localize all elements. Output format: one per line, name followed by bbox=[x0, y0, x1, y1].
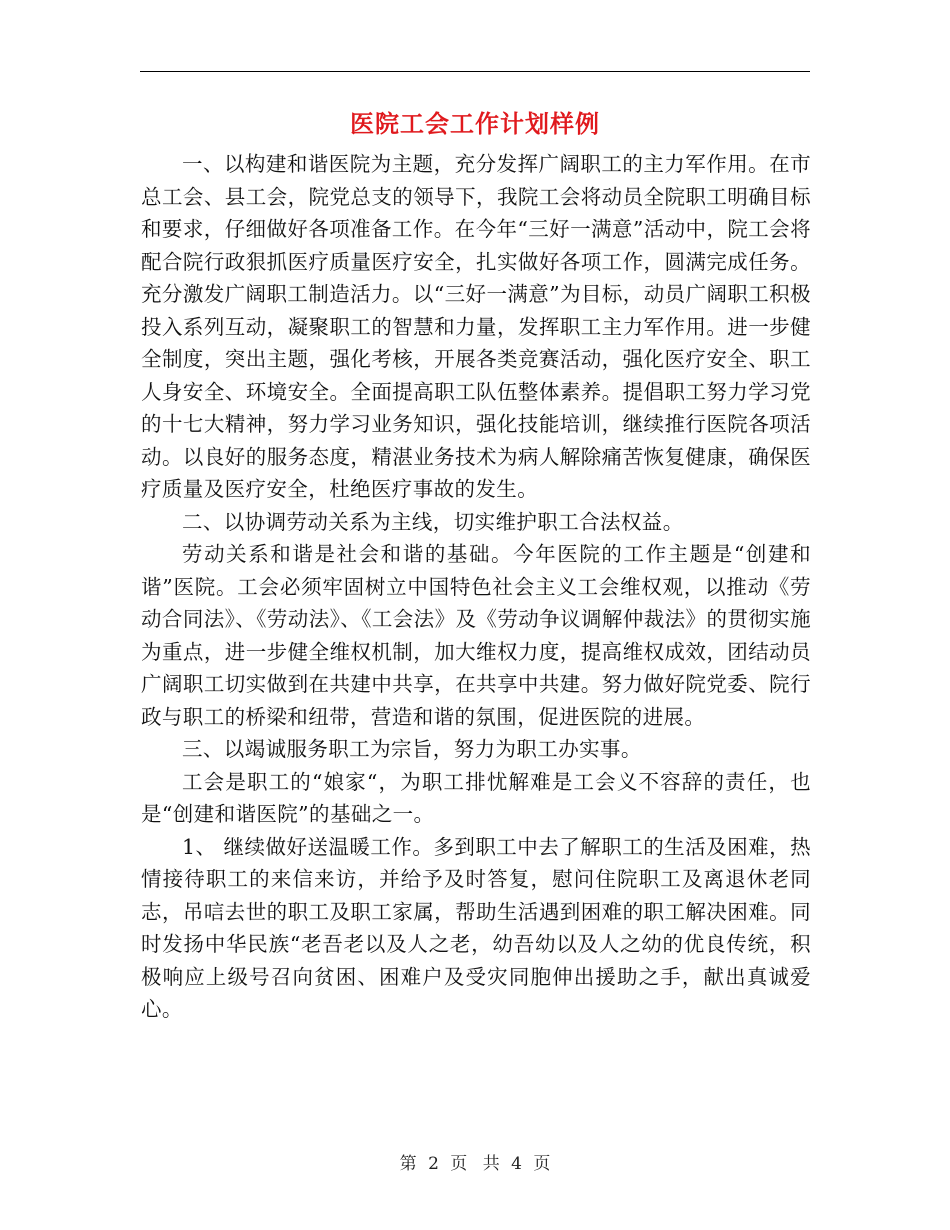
footer-total-pages: 4 bbox=[511, 1154, 522, 1174]
header-rule bbox=[140, 71, 810, 72]
document-body bbox=[141, 148, 811, 1026]
paragraph-section-one: 一、以构建和谐医院为主题，充分发挥广阔职工的主力军作用。在市总工会、县工会，院党总支的领导下，我院工会将动员全院职工明确目标和要求，仔细做好各项准备工作。在今年“三好一满意”活动中，院工会将配合院行政狠抓医疗质量医疗安全，扎实做好各项工作，圆满完成任务。充分激发广阔职工制造活力。以“三好一满意”为目标，动员广阔职工积极投入系列互动，凝聚职工的智慧和力量，发挥职工主力军作用。进一步健全制度，突出主题，强化考核，开展各类竞赛活动，强化医疗安全、职工人身安全、环境安全。全面提高职工队伍整体素养。提倡职工努力学习党的十七大精神，努力学习业务知识，强化技能培训，继续推行医院各项活动。以良好的服务态度，精湛业务技术为病人解除痛苦恢复健康，确保医疗质量及医疗安全，杜绝医疗事故的发生。 bbox=[141, 152, 811, 501]
paragraph-section-three-heading: 三、以竭诚服务职工为宗旨，努力为职工办实事。 bbox=[182, 737, 642, 761]
paragraph-section-two-heading: 二、以协调劳动关系为主线，切实维护职工合法权益。 bbox=[182, 509, 684, 534]
document-title: 医院工会工作计划样例 bbox=[350, 109, 600, 138]
footer-suffix: 页 bbox=[533, 1154, 551, 1174]
footer-prefix: 第 bbox=[399, 1154, 417, 1174]
footer-current-page: 2 bbox=[428, 1154, 439, 1174]
footer-total-prefix: 共 bbox=[482, 1154, 500, 1174]
footer-page-word: 页 bbox=[450, 1154, 468, 1174]
paragraph-union-home: 工会是职工的“娘家“，为职工排忧解难是工会义不容辞的责任，也是“创建和谐医院”的基础之一。 bbox=[141, 769, 811, 826]
paragraph-labor-relations: 劳动关系和谐是社会和谐的基础。今年医院的工作主题是“创建和谐”医院。工会必须牢固树立中国特色社会主义工会维权观，以推动《劳动合同法》、《劳动法》、《工会法》及《劳动争议调解仲裁法》的贯彻实施为重点，进一步健全维权机制，加大维权力度，提高维权成效，团结动员广阔职工切实做到在共建中共享，在共享中共建。努力做好院党委、院行政与职工的桥梁和纽带，营造和谐的氛围，促进医院的进展。 bbox=[141, 542, 811, 729]
paragraph-warmth-work: 1、 继续做好送温暖工作。多到职工中去了解职工的生活及困难，热情接待职工的来信来访，并给予及时答复，慰问住院职工及离退休老同志，吊唁去世的职工及职工家属，帮助生活遇到困难的职工解决困难。同时发扬中华民族“老吾老以及人之老，幼吾幼以及人之幼的优良传统，积极响应上级号召向贫困、困难户及受灾同胞伸出援助之手，献出真诚爱心。 bbox=[141, 834, 811, 1021]
page-footer bbox=[0, 1152, 950, 1176]
